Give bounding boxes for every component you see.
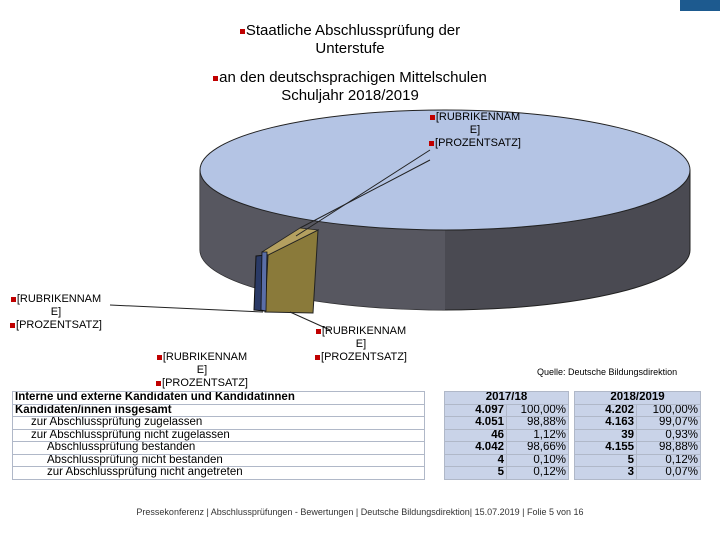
pie-slice-not-attended — [261, 252, 267, 311]
row-label: Abschlussprüfung nicht bestanden — [13, 454, 425, 467]
value-2018: 39 — [575, 429, 637, 442]
percent-2018: 0,93% — [637, 429, 701, 442]
data-label-name-cont: E] — [50, 306, 62, 318]
value-2017: 4.042 — [445, 442, 507, 455]
bullet-icon — [11, 297, 16, 302]
value-2017: 5 — [445, 467, 507, 480]
data-label-3 — [305, 325, 417, 364]
data-label-1 — [420, 111, 530, 150]
data-label-name: [RUBRIKENNAM — [435, 111, 521, 123]
data-label-name-cont: E] — [469, 124, 481, 136]
spacer — [425, 417, 445, 430]
value-2017: 4.097 — [445, 404, 507, 417]
table-row — [13, 467, 701, 480]
percent-2018: 0,12% — [637, 454, 701, 467]
row-label: zur Abschlussprüfung nicht zugelassen — [13, 429, 425, 442]
bullet-icon — [315, 355, 320, 360]
leader-line-3 — [110, 305, 263, 312]
footer: Pressekonferenz | Abschlussprüfungen - Bewertungen | Deutsche Bildungsdirektion| 15.07.2019 | Folie 5 von 16 — [136, 507, 584, 517]
row-label: Abschlussprüfung bestanden — [13, 442, 425, 455]
data-label-name: [RUBRIKENNAM — [321, 325, 407, 337]
value-2018: 4.202 — [575, 404, 637, 417]
data-label-percent: [PROZENTSATZ] — [321, 351, 407, 363]
bullet-icon — [430, 115, 435, 120]
data-label-4 — [146, 351, 258, 390]
row-label: zur Abschlussprüfung zugelassen — [13, 417, 425, 430]
data-label-2 — [0, 293, 112, 332]
bullet-icon — [213, 76, 218, 81]
data-label-percent: [PROZENTSATZ] — [16, 319, 102, 331]
data-label-percent: [PROZENTSATZ] — [162, 377, 248, 389]
data-label-name-cont: E] — [355, 338, 367, 350]
value-2017: 4.051 — [445, 417, 507, 430]
value-2017: 4 — [445, 454, 507, 467]
spacer — [425, 454, 445, 467]
spacer — [425, 404, 445, 417]
spacer — [425, 442, 445, 455]
spacer — [425, 467, 445, 480]
source-note: Quelle: Deutsche Bildungsdirektion — [537, 367, 678, 377]
percent-2018: 0,07% — [637, 467, 701, 480]
spacer — [425, 429, 445, 442]
data-label-name: [RUBRIKENNAM — [16, 293, 102, 305]
table-row — [13, 429, 701, 442]
bullet-icon — [316, 329, 321, 334]
year-header-2018: 2018/2019 — [575, 392, 701, 405]
bullet-icon — [157, 355, 162, 360]
data-label-name: [RUBRIKENNAM — [162, 351, 248, 363]
percent-2017: 98,88% — [507, 417, 569, 430]
percent-2018: 100,00% — [637, 404, 701, 417]
table-row — [13, 442, 701, 455]
title-text-2a: an den deutschsprachigen Mittelschulen — [219, 69, 487, 86]
bullet-icon — [156, 381, 161, 386]
year-header-2017: 2017/18 — [445, 392, 569, 405]
value-2018: 5 — [575, 454, 637, 467]
table-body — [13, 404, 701, 479]
percent-2017: 0,12% — [507, 467, 569, 480]
row-label: Kandidaten/innen insgesamt — [13, 404, 425, 417]
percent-2018: 99,07% — [637, 417, 701, 430]
data-label-name-cont: E] — [196, 364, 208, 376]
bullet-icon — [429, 141, 434, 146]
value-2018: 3 — [575, 467, 637, 480]
value-2018: 4.163 — [575, 417, 637, 430]
percent-2018: 98,88% — [637, 442, 701, 455]
title-text-2b: Schuljahr 2018/2019 — [281, 87, 419, 104]
statistics-table — [12, 391, 701, 480]
title-line-1 — [200, 22, 500, 58]
bullet-icon — [240, 29, 245, 34]
table-row — [13, 404, 701, 417]
bullet-icon — [10, 323, 15, 328]
table-row — [13, 417, 701, 430]
percent-2017: 0,10% — [507, 454, 569, 467]
title-line-2 — [180, 69, 520, 105]
table-header-row — [13, 392, 701, 405]
table-row — [13, 454, 701, 467]
value-2018: 4.155 — [575, 442, 637, 455]
percent-2017: 100,00% — [507, 404, 569, 417]
title-text-1b: Unterstufe — [315, 40, 385, 57]
data-label-percent: [PROZENTSATZ] — [435, 137, 521, 149]
percent-2017: 98,66% — [507, 442, 569, 455]
title-text-1a: Staatliche Abschlussprüfung der — [245, 22, 461, 39]
table-header-label: Interne und externe Kandidaten und Kandidatinnen — [13, 392, 425, 405]
row-label: zur Abschlussprüfung nicht angetreten — [13, 467, 425, 480]
percent-2017: 1,12% — [507, 429, 569, 442]
value-2017: 46 — [445, 429, 507, 442]
